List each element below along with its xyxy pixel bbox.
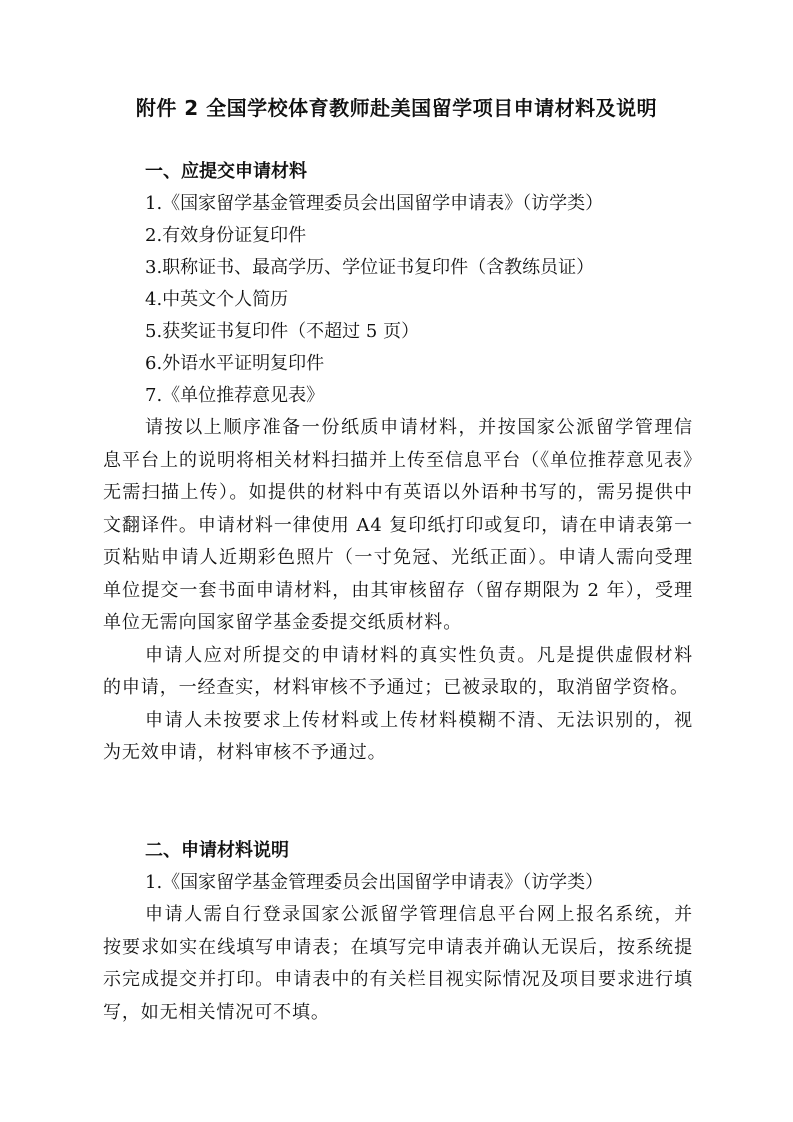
document-title: 附件 2 全国学校体育教师赴美国留学项目申请材料及说明 — [135, 96, 658, 120]
section-heading: 一、应提交申请材料 — [145, 161, 307, 182]
list-item: 4.中英文个人简历 — [145, 289, 289, 310]
list-item: 3.职称证书、最高学历、学位证书复印件（含教练员证） — [145, 257, 595, 278]
paragraph-invalid-application: 申请人未按要求上传材料或上传材料模糊不清、无法识别的，视为无效申请，材料审核不予通过。 — [103, 709, 693, 763]
list-item: 1.《国家留学基金管理委员会出国留学申请表》（访学类） — [145, 872, 604, 893]
section-application-materials — [103, 156, 693, 770]
section-heading: 二、申请材料说明 — [145, 840, 289, 861]
list-item: 7.《单位推荐意见表》 — [145, 385, 325, 406]
paragraph-application-form: 申请人需自行登录国家公派留学管理信息平台网上报名系统，并按要求如实在线填写申请表；在填写完申请表并确认无误后，按系统提示完成提交并打印。申请表中的有关栏目视实际情况及项目要求进行填写，如无相关情况可不填。 — [103, 904, 693, 1023]
section-materials-explanation — [103, 835, 693, 1029]
list-item: 5.获奖证书复印件（不超过 5 页） — [145, 321, 420, 342]
list-item: 6.外语水平证明复印件 — [145, 353, 325, 374]
list-item: 1.《国家留学基金管理委员会出国留学申请表》（访学类） — [145, 193, 604, 214]
paragraph-submission-instructions: 请按以上顺序准备一份纸质申请材料，并按国家公派留学管理信息平台上的说明将相关材料扫描并上传至信息平台（《单位推荐意见表》无需扫描上传）。如提供的材料中有英语以外语种书写的，需另提供中文翻译件。申请材料一律使用 A4 复印纸打印或复印，请在申请表第一页粘贴申请人近期彩色照片（一寸免冠、光纸正面）。申请人需向受理单位提交一套书面申请材料，由其审核留存（留存期限为 2 年），受理单位无需向国家留学基金委提交纸质材料。 — [103, 417, 693, 633]
list-item: 2.有效身份证复印件 — [145, 225, 307, 246]
paragraph-authenticity: 申请人应对所提交的申请材料的真实性负责。凡是提供虚假材料的申请，一经查实，材料审核不予通过；已被录取的，取消留学资格。 — [103, 644, 693, 698]
